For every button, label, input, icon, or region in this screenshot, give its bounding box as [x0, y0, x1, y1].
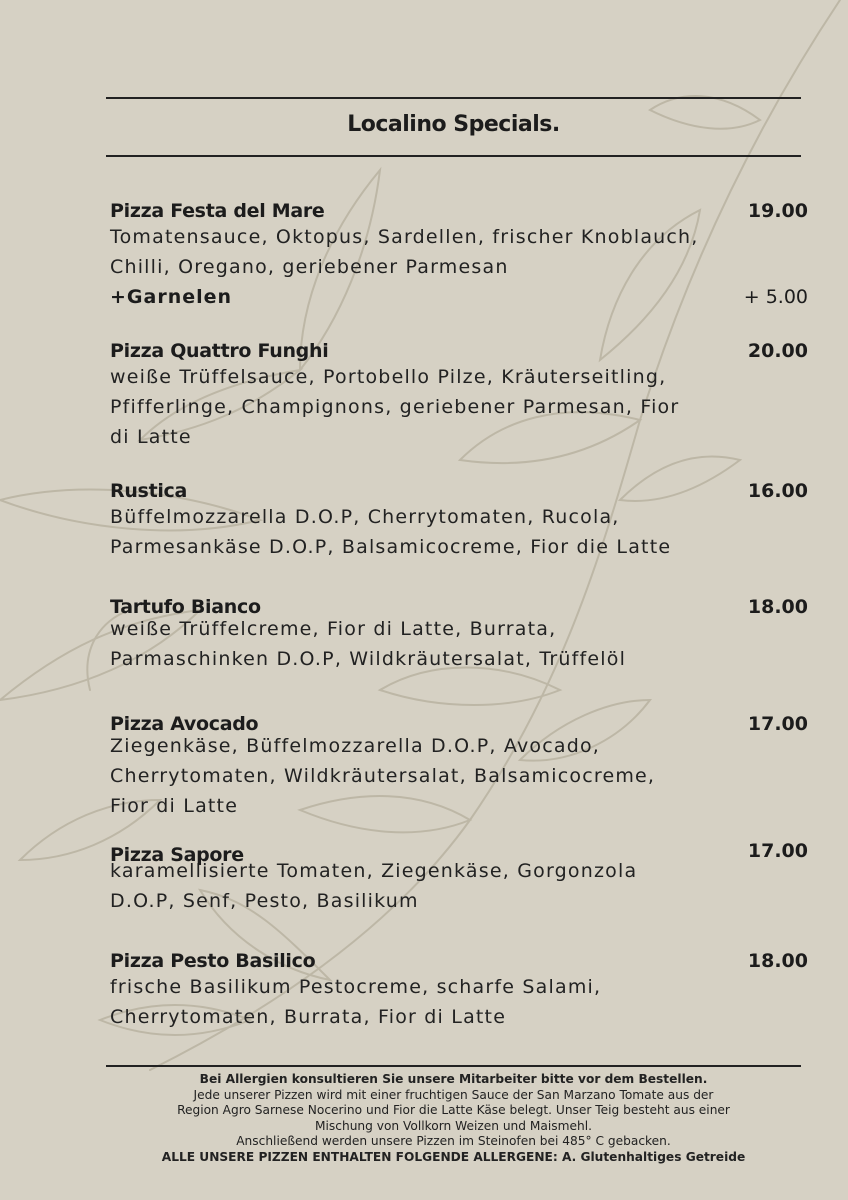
desc-line: Cherrytomaten, Burrata, Fior di Latte [110, 1006, 507, 1028]
item-description [110, 222, 760, 282]
allergy-note: Bei Allergien konsultieren Sie unsere Mitarbeiter bitte vor dem Bestellen. [199, 1072, 708, 1086]
item-extra [110, 282, 808, 312]
desc-line: Parmaschinken D.O.P, Wildkräutersalat, Trüffelöl [110, 648, 627, 670]
desc-line: Parmesankäse D.O.P, Balsamicocreme, Fior die Latte [110, 536, 672, 558]
desc-line: Tomatensauce, Oktopus, Sardellen, frischer Knoblauch, [110, 226, 699, 248]
footer-notes [106, 1072, 801, 1165]
item-price: 17.00 [747, 713, 808, 735]
menu-item [110, 340, 808, 452]
footer-line: Anschließend werden unsere Pizzen im Steinofen bei 485° C gebacken. [236, 1134, 671, 1148]
item-name: Pizza Quattro Funghi [110, 340, 329, 362]
top-rule [106, 97, 801, 99]
item-price: 17.00 [747, 840, 808, 862]
desc-line: Ziegenkäse, Büffelmozzarella D.O.P, Avocado, [110, 735, 601, 757]
desc-line: Chilli, Oregano, geriebener Parmesan [110, 256, 509, 278]
menu-item [110, 713, 808, 821]
item-name: Pizza Avocado [110, 713, 259, 735]
item-description [110, 502, 808, 562]
desc-line: di Latte [110, 426, 192, 448]
desc-line: karamellisierte Tomaten, Ziegenkäse, Gorgonzola [110, 860, 638, 882]
desc-line: weiße Trüffelsauce, Portobello Pilze, Kräuterseitling, [110, 366, 667, 388]
desc-line: D.O.P, Senf, Pesto, Basilikum [110, 890, 419, 912]
page-title: Localino Specials. [347, 112, 560, 137]
extra-price: + 5.00 [743, 286, 808, 308]
footer-line: Jede unserer Pizzen wird mit einer fruchtigen Sauce der San Marzano Tomate aus der [193, 1087, 714, 1102]
footer-line: Region Agro Sarnese Nocerino und Fior die Latte Käse belegt. Unser Teig besteht aus einer [177, 1103, 730, 1117]
menu-item [110, 480, 808, 562]
menu-item [110, 840, 808, 916]
desc-line: Büffelmozzarella D.O.P, Cherrytomaten, Rucola, [110, 506, 620, 528]
item-description [110, 972, 760, 1032]
desc-line: frische Basilikum Pestocreme, scharfe Salami, [110, 976, 602, 998]
menu-item [110, 200, 808, 312]
item-price: 18.00 [747, 950, 808, 972]
item-price: 20.00 [747, 340, 808, 362]
item-name: Pizza Sapore [110, 844, 244, 866]
item-name: Tartufo Bianco [110, 596, 261, 618]
title-rule [106, 155, 801, 157]
footer-line: Mischung von Vollkorn Weizen und Maismehl. [315, 1118, 592, 1133]
footer-rule [106, 1065, 801, 1067]
item-description [110, 731, 760, 821]
desc-line: Cherrytomaten, Wildkräutersalat, Balsamicocreme, [110, 765, 656, 787]
item-name: Rustica [110, 480, 188, 502]
desc-line: Pfifferlinge, Champignons, geriebener Parmesan, Fior [110, 396, 680, 418]
item-description [110, 362, 760, 452]
desc-line: Fior di Latte [110, 795, 239, 817]
menu-item [110, 950, 808, 1032]
item-price: 18.00 [747, 596, 808, 618]
item-description [110, 614, 760, 674]
menu-item [110, 596, 808, 674]
item-price: 19.00 [747, 200, 808, 222]
allergens-note: ALLE UNSERE PIZZEN ENTHALTEN FOLGENDE ALLERGENE: A. Glutenhaltiges Getreide [161, 1149, 746, 1164]
extra-label: +Garnelen [110, 286, 233, 308]
item-price: 16.00 [747, 480, 808, 502]
item-name: Pizza Pesto Basilico [110, 950, 316, 972]
item-name: Pizza Festa del Mare [110, 200, 325, 222]
desc-line: weiße Trüffelcreme, Fior di Latte, Burrata, [110, 618, 557, 640]
